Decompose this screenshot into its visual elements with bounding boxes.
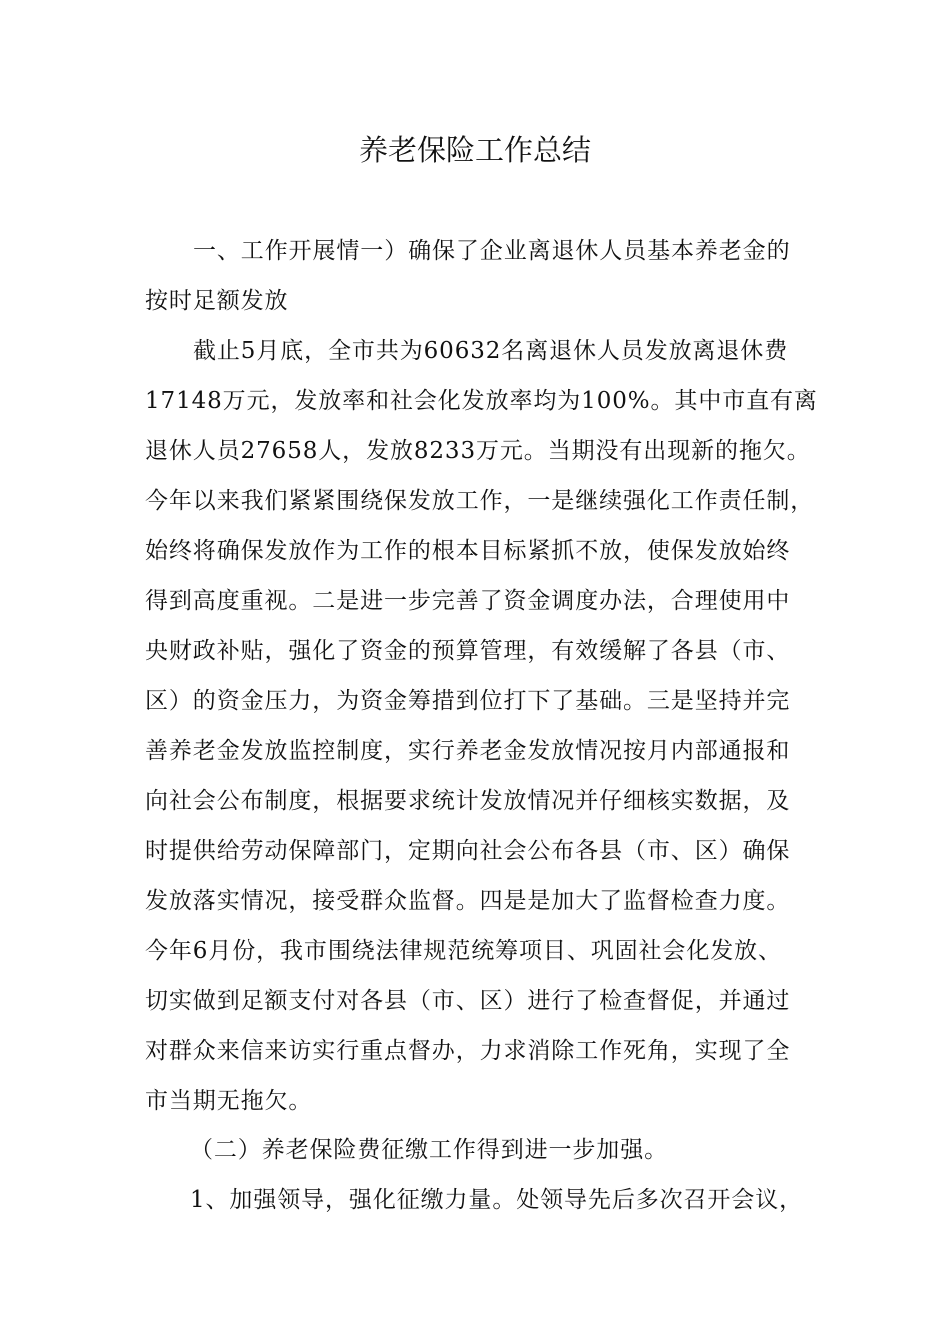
- paragraph-line: 今年以来我们紧紧围绕保发放工作，一是继续强化工作责任制，: [145, 488, 815, 514]
- paragraph-line: 善养老金发放监控制度，实行养老金发放情况按月内部通报和: [145, 738, 791, 764]
- paragraph-line: 区）的资金压力，为资金筹措到位打下了基础。三是坚持并完: [145, 688, 791, 714]
- paragraph-line: 一、工作开展情一）确保了企业离退休人员基本养老金的: [193, 238, 791, 264]
- paragraph-line: 时提供给劳动保障部门，定期向社会公布各县（市、区）确保: [145, 838, 791, 864]
- paragraph-line: 市当期无拖欠。: [145, 1088, 313, 1114]
- paragraph-line: 今年6月份，我市围绕法律规范统筹项目、巩固社会化发放、: [145, 938, 782, 964]
- paragraph-line: 截止5月底，全市共为60632名离退休人员发放离退休费: [193, 338, 789, 364]
- paragraph-line: 得到高度重视。二是进一步完善了资金调度办法，合理使用中: [145, 588, 791, 614]
- paragraph-line: 对群众来信来访实行重点督办，力求消除工作死角，实现了全: [145, 1038, 791, 1064]
- paragraph-line: 1、加强领导，强化征缴力量。处领导先后多次召开会议，: [190, 1187, 804, 1213]
- document-title: 养老保险工作总结: [358, 133, 591, 167]
- section-heading-line: （二）养老保险费征缴工作得到进一步加强。: [190, 1137, 668, 1163]
- paragraph-line: 央财政补贴，强化了资金的预算管理，有效缓解了各县（市、: [145, 638, 791, 664]
- paragraph-line: 切实做到足额支付对各县（市、区）进行了检查督促，并通过: [145, 988, 791, 1014]
- paragraph-line: 退休人员27658人，发放8233万元。当期没有出现新的拖欠。: [145, 438, 811, 464]
- paragraph-line: 始终将确保发放作为工作的根本目标紧抓不放，使保发放始终: [145, 538, 791, 564]
- paragraph-line: 17148万元，发放率和社会化发放率均为100%。其中市直有离: [145, 388, 818, 414]
- paragraph-line: 发放落实情况，接受群众监督。四是是加大了监督检查力度。: [145, 888, 791, 914]
- paragraph-line: 向社会公布制度，根据要求统计发放情况并仔细核实数据，及: [145, 788, 791, 814]
- paragraph-line: 按时足额发放: [145, 288, 289, 314]
